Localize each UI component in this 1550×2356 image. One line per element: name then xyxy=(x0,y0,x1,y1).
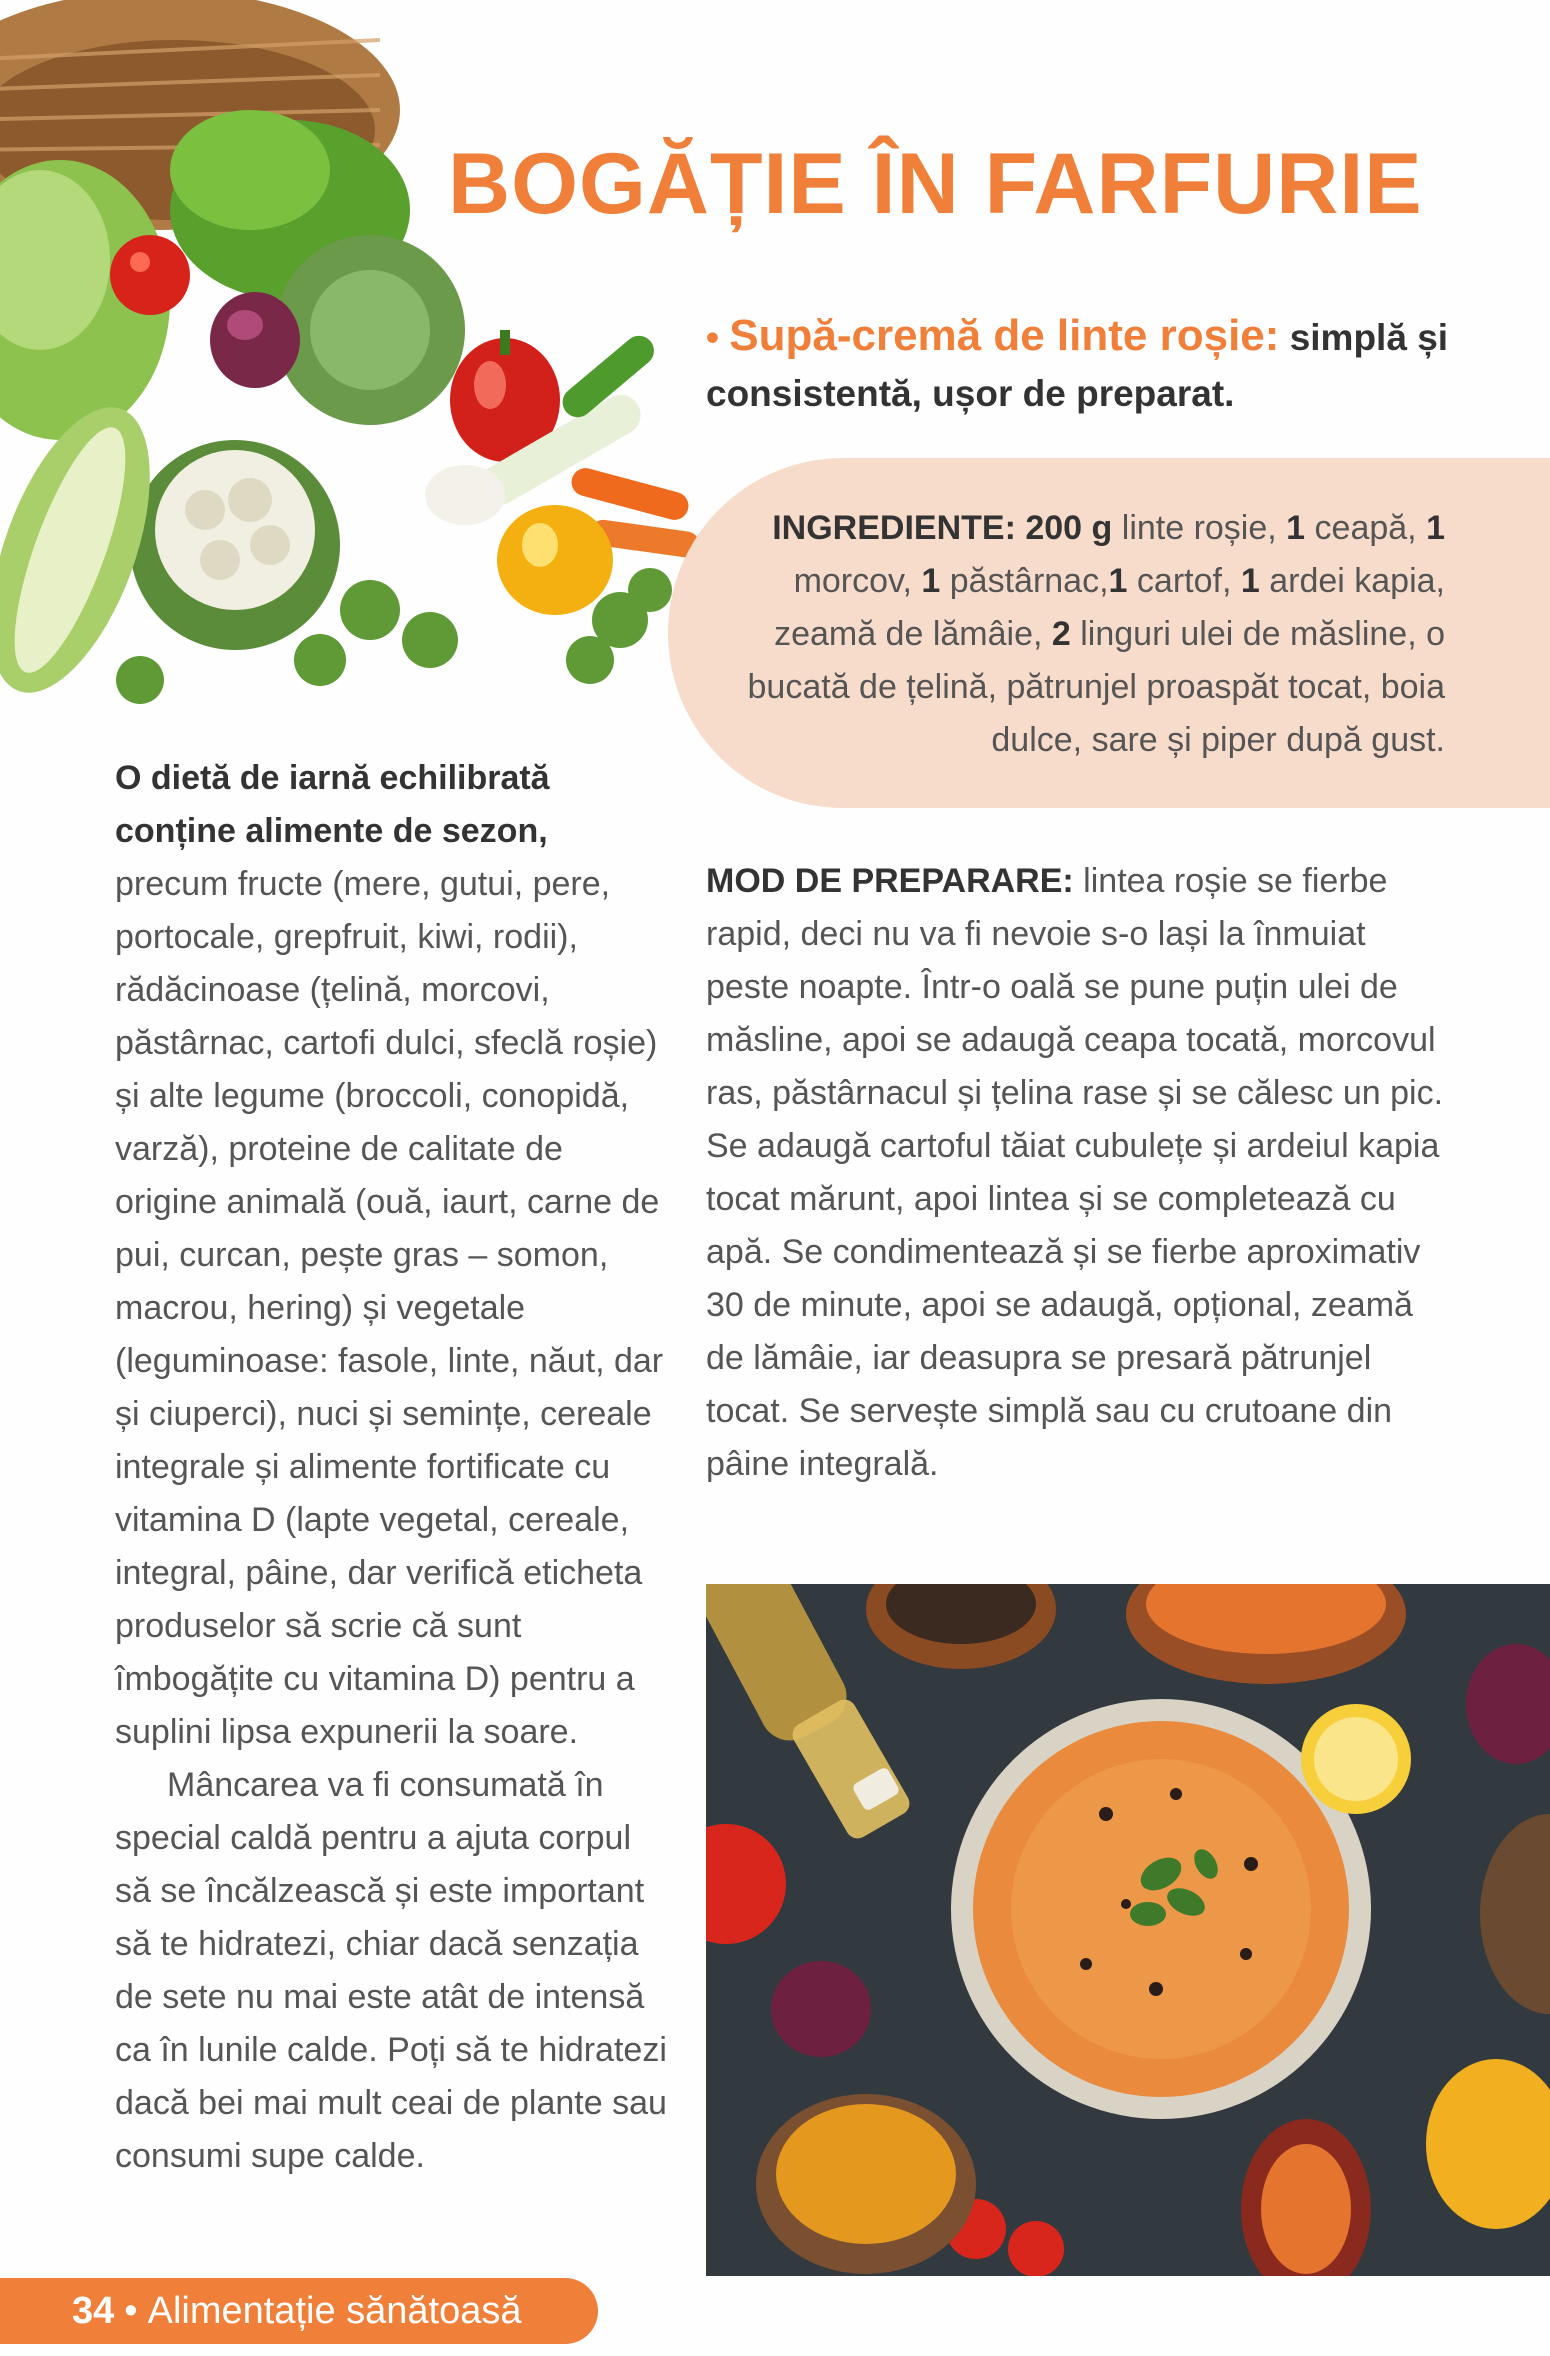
intro-lead: O dietă de iarnă echilibrată conține alimente de sezon, xyxy=(115,759,550,850)
intro-column xyxy=(115,752,670,2183)
page-title: BOGĂȚIE ÎN FARFURIE xyxy=(448,136,1423,232)
recipe-heading xyxy=(706,308,1466,422)
footer-separator: • xyxy=(124,2289,138,2332)
intro-paragraph xyxy=(115,752,670,1759)
ingredient-item: morcov, xyxy=(793,562,922,600)
lentil-soup-photo xyxy=(706,1584,1550,2276)
ingredient-item: păstârnac, xyxy=(940,562,1109,600)
ingredient-quantity: 1 xyxy=(1426,509,1445,547)
ingredients-text xyxy=(740,502,1445,767)
bullet-icon: • xyxy=(706,317,719,358)
vegetables-basket-image xyxy=(0,0,700,720)
ingredient-quantity: 1 xyxy=(1108,562,1128,600)
ingredient-quantity: 1 xyxy=(1240,562,1260,600)
ingredient-item: linguri ulei de măsline, o bucată de țelină, pătrunjel proaspăt tocat, boia dulce, sare și piper după gust. xyxy=(747,615,1445,759)
ingredients-label: INGREDIENTE: xyxy=(772,509,1016,547)
ingredient-item: linte roșie, xyxy=(1112,509,1287,547)
intro-paragraph-2: Mâncarea va fi consumată în special caldă pentru a ajuta corpul să se încălzească și este important să te hidratezi, chiar dacă senzația de sete nu mai este atât de intensă ca în lunile calde. Poți să te hidratezi dacă bei mai mult ceai de plante sau consumi supe calde. xyxy=(115,1766,667,2175)
ingredient-quantity: 1 xyxy=(921,562,941,600)
ingredient-item: cartof, xyxy=(1127,562,1241,600)
method-text: lintea roșie se fierbe rapid, deci nu va fi nevoie s-o lași la înmuiat peste noapte. Într-o oală se pune puțin ulei de măsline, apoi se adaugă ceapa tocată, morcovul ras, păstârnacul și țelina rase și se călesc un pic. Se adaugă cartoful tăiat cubulețe și ardeiul kapia tocat mărunt, apoi lintea și se completează cu apă. Se condimentează și se fierbe aproximativ 30 de minute, apoi se adaugă, opțional, zeamă de lămâie, iar deasupra se presară pătrunjel tocat. Se servește simplă sau cu crutoane din pâine integrală. xyxy=(706,862,1444,1483)
ingredient-quantity: 1 xyxy=(1286,509,1306,547)
ingredient-quantity: 200 g xyxy=(1025,509,1113,547)
intro-body: precum fructe (mere, gutui, pere, portocale, grepfruit, kiwi, rodii), rădăcinoase (țelină, morcovi, păstârnac, cartofi dulci, sfeclă roșie) și alte legume (broccoli, conopidă, varză), proteine de calitate de origine animală (ouă, iaurt, carne de pui, curcan, pește gras – somon, macrou, hering) și vegetale (leguminoase: fasole, linte, năut, dar și ciuperci), nuci și semințe, cereale integrale și alimente fortificate cu vitamina D (lapte vegetal, cereale, integral, pâine, dar verifică eticheta produselor să scrie că sunt îmbogățite cu vitamina D) pentru a suplini lipsa expunerii la soare. xyxy=(115,865,664,1751)
recipe-tagline: simplă și consistentă, ușor de preparat. xyxy=(706,317,1449,414)
ingredient-quantity: 2 xyxy=(1051,615,1071,653)
section-name: Alimentație sănătoasă xyxy=(147,2289,522,2332)
page-number: 34 xyxy=(72,2289,115,2332)
ingredient-item: ardei kapia, zeamă de lămâie, xyxy=(774,562,1445,653)
method-column xyxy=(706,855,1451,1491)
page-footer xyxy=(0,2278,598,2344)
ingredient-item: ceapă, xyxy=(1305,509,1427,547)
recipe-name: Supă-cremă de linte roșie: xyxy=(729,311,1280,360)
method-label: MOD DE PREPARARE: xyxy=(706,862,1074,900)
